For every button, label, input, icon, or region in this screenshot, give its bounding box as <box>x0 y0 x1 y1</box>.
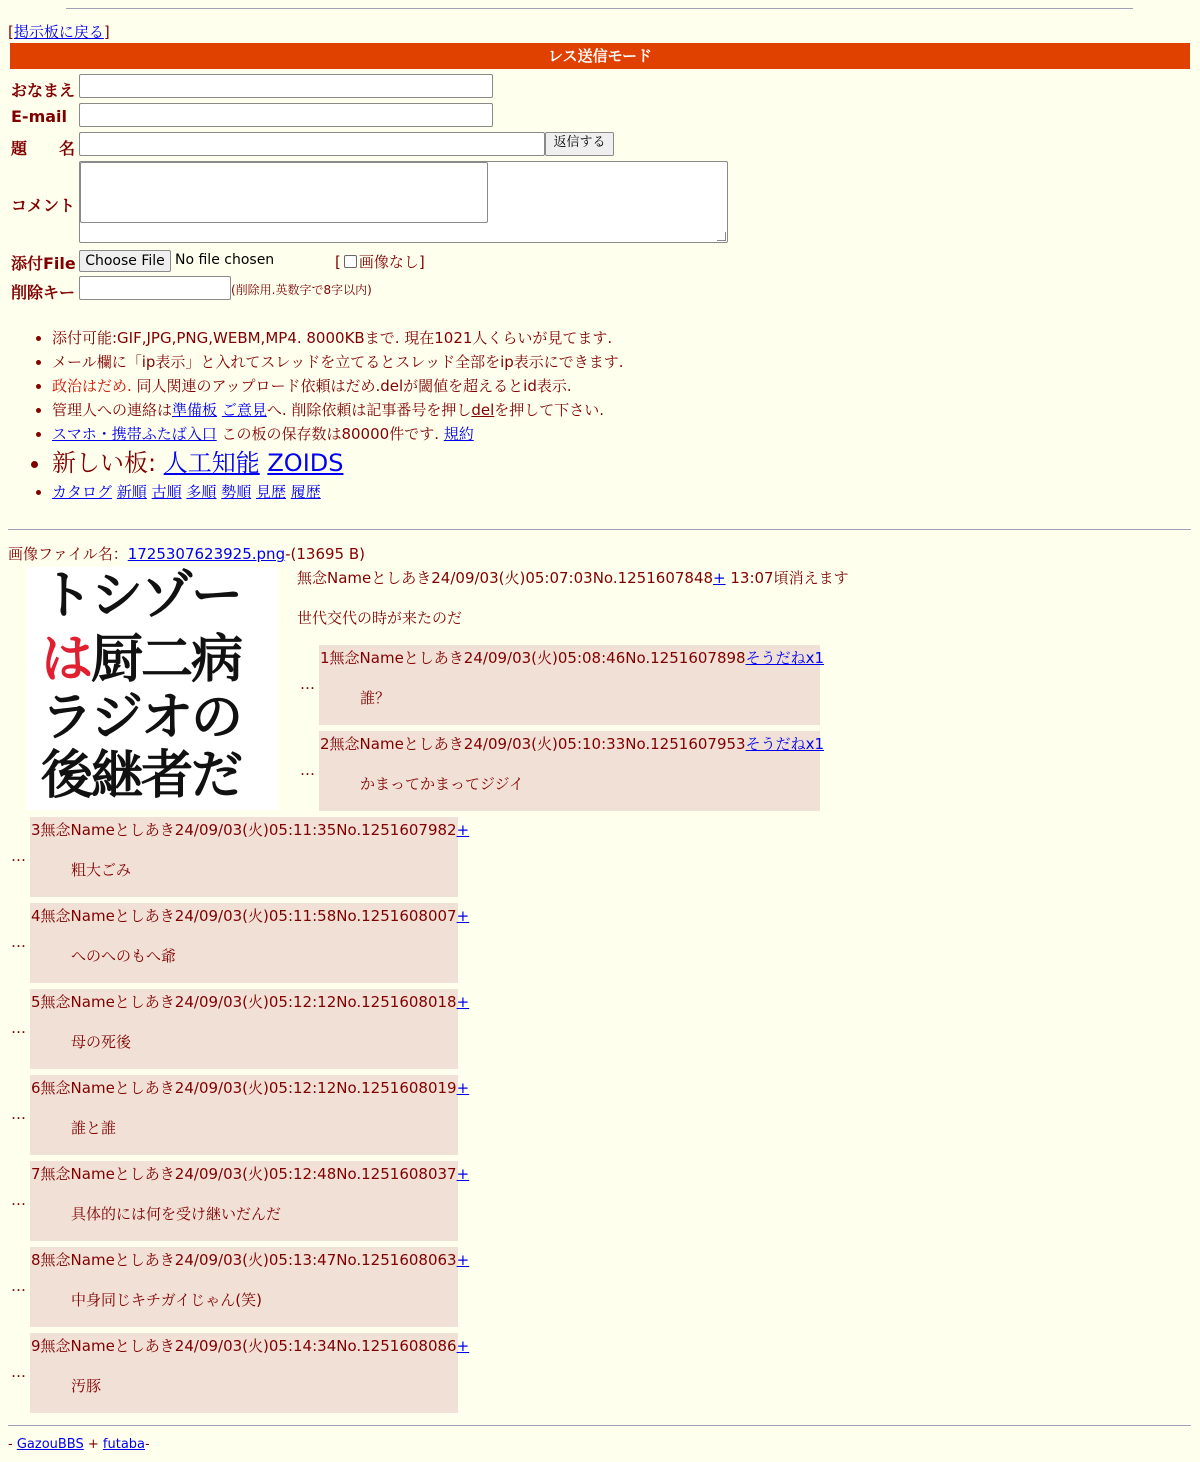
reply-body: 具体的には何を受け継いだんだ <box>71 1205 282 1223</box>
reply-header <box>31 1163 469 1184</box>
op-sodane-plus[interactable]: + <box>713 569 726 587</box>
resize-handle-icon[interactable] <box>717 232 726 241</box>
rule-contact <box>52 398 624 422</box>
sodane-plus-link[interactable]: + <box>456 1165 470 1183</box>
name-input[interactable] <box>79 74 493 98</box>
reply-body: 誰と誰 <box>71 1119 117 1137</box>
email-label: E-mail <box>11 107 68 126</box>
reply-header-text: 9無念Nameとしあき24/09/03(火)05:14:34No.1251608086 <box>31 1337 457 1355</box>
thread-thumbnail[interactable] <box>27 567 278 810</box>
no-image-label: 画像なし <box>358 253 419 271</box>
reply-header <box>320 647 824 668</box>
reply-9 <box>30 1333 470 1413</box>
reply-body: かまってかまってジジイ <box>360 775 524 793</box>
footer-dash-end: - <box>145 1437 150 1452</box>
rule-politics-red: 政治はだめ. <box>52 377 132 395</box>
subject-input[interactable] <box>79 132 545 156</box>
ai-board-link[interactable]: 人工知能 <box>163 449 260 477</box>
reply-header-text: 6無念Nameとしあき24/09/03(火)05:12:12No.1251608019 <box>31 1079 457 1097</box>
sodane-plus-link[interactable]: + <box>456 1079 470 1097</box>
top-divider <box>66 8 1133 9</box>
subject-label: 題 名 <box>11 139 76 158</box>
sort-momentum-link[interactable]: 勢順 <box>221 483 252 501</box>
rule-ip-display: • メール欄に「ip表示」と入れてスレッドを立てるとスレッド全部をip表示にできます. <box>52 350 624 374</box>
sort-new-link[interactable]: 新順 <box>116 483 147 501</box>
footer-dash: - <box>8 1437 17 1452</box>
mobile-entry-link[interactable]: スマホ・携帯ふたば入口 <box>52 425 217 443</box>
delete-key-input[interactable] <box>79 276 231 300</box>
reply-header-text: 3無念Nameとしあき24/09/03(火)05:11:35No.1251607982 <box>31 821 457 839</box>
reply-header <box>31 991 469 1012</box>
reply-ellipsis: … <box>11 847 26 865</box>
reply-ellipsis: … <box>300 675 315 693</box>
file-name-link[interactable]: 1725307623925.png <box>127 545 286 563</box>
rule-politics-rest: 同人関連のアップロード依頼はだめ.delが閾値を超えるとid表示. <box>131 377 572 395</box>
feedback-link[interactable]: ご意見 <box>221 401 267 419</box>
reply-header <box>320 733 824 754</box>
name-label: おなまえ <box>11 81 76 100</box>
reply-7 <box>30 1161 470 1241</box>
footer-plus: + <box>83 1437 103 1452</box>
comment-label: コメント <box>11 196 76 215</box>
thread-divider <box>8 529 1191 530</box>
new-boards-label: 新しい板: <box>52 449 164 477</box>
file-info-label: 画像ファイル名： <box>8 545 128 563</box>
reply-ellipsis: … <box>11 1105 26 1123</box>
email-input[interactable] <box>79 103 493 127</box>
reply-header <box>31 1077 469 1098</box>
thumb-line-4: 後継者だ <box>41 746 242 806</box>
reply-header <box>31 1335 469 1356</box>
no-image-checkbox[interactable] <box>344 255 357 268</box>
op-body: 世代交代の時が来たのだ <box>297 609 463 627</box>
delete-key-hint: (削除用.英数字で8字以内) <box>231 283 372 297</box>
sodane-plus-link[interactable]: + <box>456 907 470 925</box>
prep-board-link[interactable]: 準備板 <box>172 401 218 419</box>
reply-header <box>31 1249 469 1270</box>
bracket-close: ] <box>103 23 110 41</box>
reply-body: 母の死後 <box>71 1033 132 1051</box>
no-image-bracket-open: [ <box>335 253 341 271</box>
op-expire: 13:07頃消えます <box>725 569 849 587</box>
reply-ellipsis: … <box>11 933 26 951</box>
reply-5 <box>30 989 470 1069</box>
back-nav <box>8 21 110 42</box>
futaba-link[interactable]: futaba <box>102 1437 146 1452</box>
sodane-plus-link[interactable]: + <box>456 1251 470 1269</box>
reply-2 <box>319 731 824 811</box>
rule-storage: この板の保存数は80000件です. <box>216 425 444 443</box>
history-link[interactable]: 履歴 <box>290 483 321 501</box>
sodane-plus-link[interactable]: + <box>456 993 470 1011</box>
reply-body: 粗大ごみ <box>71 861 132 879</box>
thumb-line-1: トシゾー <box>41 566 242 626</box>
file-label: 添付File <box>11 254 76 273</box>
rule-mobile <box>52 422 624 446</box>
rule-contact-a: 管理人への連絡は <box>52 401 173 419</box>
file-info <box>8 543 365 564</box>
thumb-line-3: ラジオの <box>41 688 242 748</box>
delete-key-label: 削除キー <box>11 283 76 302</box>
footer <box>8 1437 150 1452</box>
reply-header-text: 8無念Nameとしあき24/09/03(火)05:13:47No.1251608063 <box>31 1251 457 1269</box>
sodane-link[interactable]: そうだねx1 <box>745 649 824 667</box>
choose-file-button[interactable]: Choose File <box>79 250 171 272</box>
footer-divider <box>8 1425 1191 1426</box>
rule-contact-c: を押して下さい. <box>494 401 605 419</box>
sort-links <box>52 480 624 504</box>
del-link[interactable]: del <box>471 401 495 419</box>
reply-header-text: 5無念Nameとしあき24/09/03(火)05:12:12No.1251608018 <box>31 993 457 1011</box>
file-size: -(13695 B) <box>285 545 365 563</box>
reply-mode-banner: レス送信モード <box>10 43 1190 69</box>
reply-ellipsis: … <box>11 1191 26 1209</box>
reply-header-text: 2無念Nameとしあき24/09/03(火)05:10:33No.1251607953 <box>320 735 746 753</box>
thumb-line-2 <box>41 631 241 689</box>
reply-ellipsis: … <box>11 1277 26 1295</box>
reply-body: 汚豚 <box>71 1377 102 1395</box>
board-rules <box>22 326 624 504</box>
zoids-board-link[interactable]: ZOIDS <box>267 449 344 477</box>
reply-ellipsis: … <box>300 761 315 779</box>
reply-8 <box>30 1247 470 1327</box>
reply-body: 中身同じキチガイじゃん(笑) <box>71 1291 262 1309</box>
reply-ellipsis: … <box>11 1019 26 1037</box>
comment-inner-box <box>80 162 488 223</box>
no-image-group <box>335 251 425 272</box>
sort-many-link[interactable]: 多順 <box>186 483 217 501</box>
reply-6 <box>30 1075 470 1155</box>
rule-contact-b: へ. 削除依頼は記事番号を押し <box>266 401 472 419</box>
reply-header <box>31 819 469 840</box>
op-header <box>297 567 849 588</box>
reply-ellipsis: … <box>11 1363 26 1381</box>
rule-politics <box>52 374 624 398</box>
thumb-line-2a: は <box>41 630 92 690</box>
sodane-link[interactable]: そうだねx1 <box>745 735 824 753</box>
sort-old-link[interactable]: 古順 <box>151 483 182 501</box>
reply-header <box>31 905 469 926</box>
rule-attachments: • 添付可能:GIF,JPG,PNG,WEBM,MP4. 8000KBまで. 現在1021人くらいが見てます. <box>52 326 624 350</box>
gazoubbs-link[interactable]: GazouBBS <box>16 1437 84 1452</box>
catalog-link[interactable]: カタログ <box>52 483 113 501</box>
submit-reply-button[interactable]: 返信する <box>545 132 614 156</box>
reply-header-text: 7無念Nameとしあき24/09/03(火)05:12:48No.1251608037 <box>31 1165 457 1183</box>
reply-header-text: 1無念Nameとしあき24/09/03(火)05:08:46No.1251607898 <box>320 649 746 667</box>
bracket-open: [ <box>8 23 14 41</box>
reply-header-text: 4無念Nameとしあき24/09/03(火)05:11:58No.1251608007 <box>31 907 457 925</box>
sodane-plus-link[interactable]: + <box>456 1337 470 1355</box>
reply-4 <box>30 903 470 983</box>
sodane-plus-link[interactable]: + <box>456 821 470 839</box>
terms-link[interactable]: 規約 <box>443 425 474 443</box>
view-history-link[interactable]: 見歴 <box>255 483 286 501</box>
thumb-line-2b: 厨二病 <box>91 630 242 690</box>
new-boards <box>52 446 624 480</box>
no-image-bracket-close: ] <box>418 253 425 271</box>
back-to-board-link[interactable]: 掲示板に戻る <box>13 23 104 41</box>
file-status: No file chosen <box>175 252 275 268</box>
reply-body: へのへのもへ爺 <box>71 947 177 965</box>
op-header-text: 無念Nameとしあき24/09/03(火)05:07:03No.1251607848 <box>297 569 714 587</box>
reply-body: 誰？ <box>360 689 391 707</box>
comment-textarea[interactable] <box>79 161 728 243</box>
reply-1 <box>319 645 824 725</box>
reply-3 <box>30 817 470 897</box>
